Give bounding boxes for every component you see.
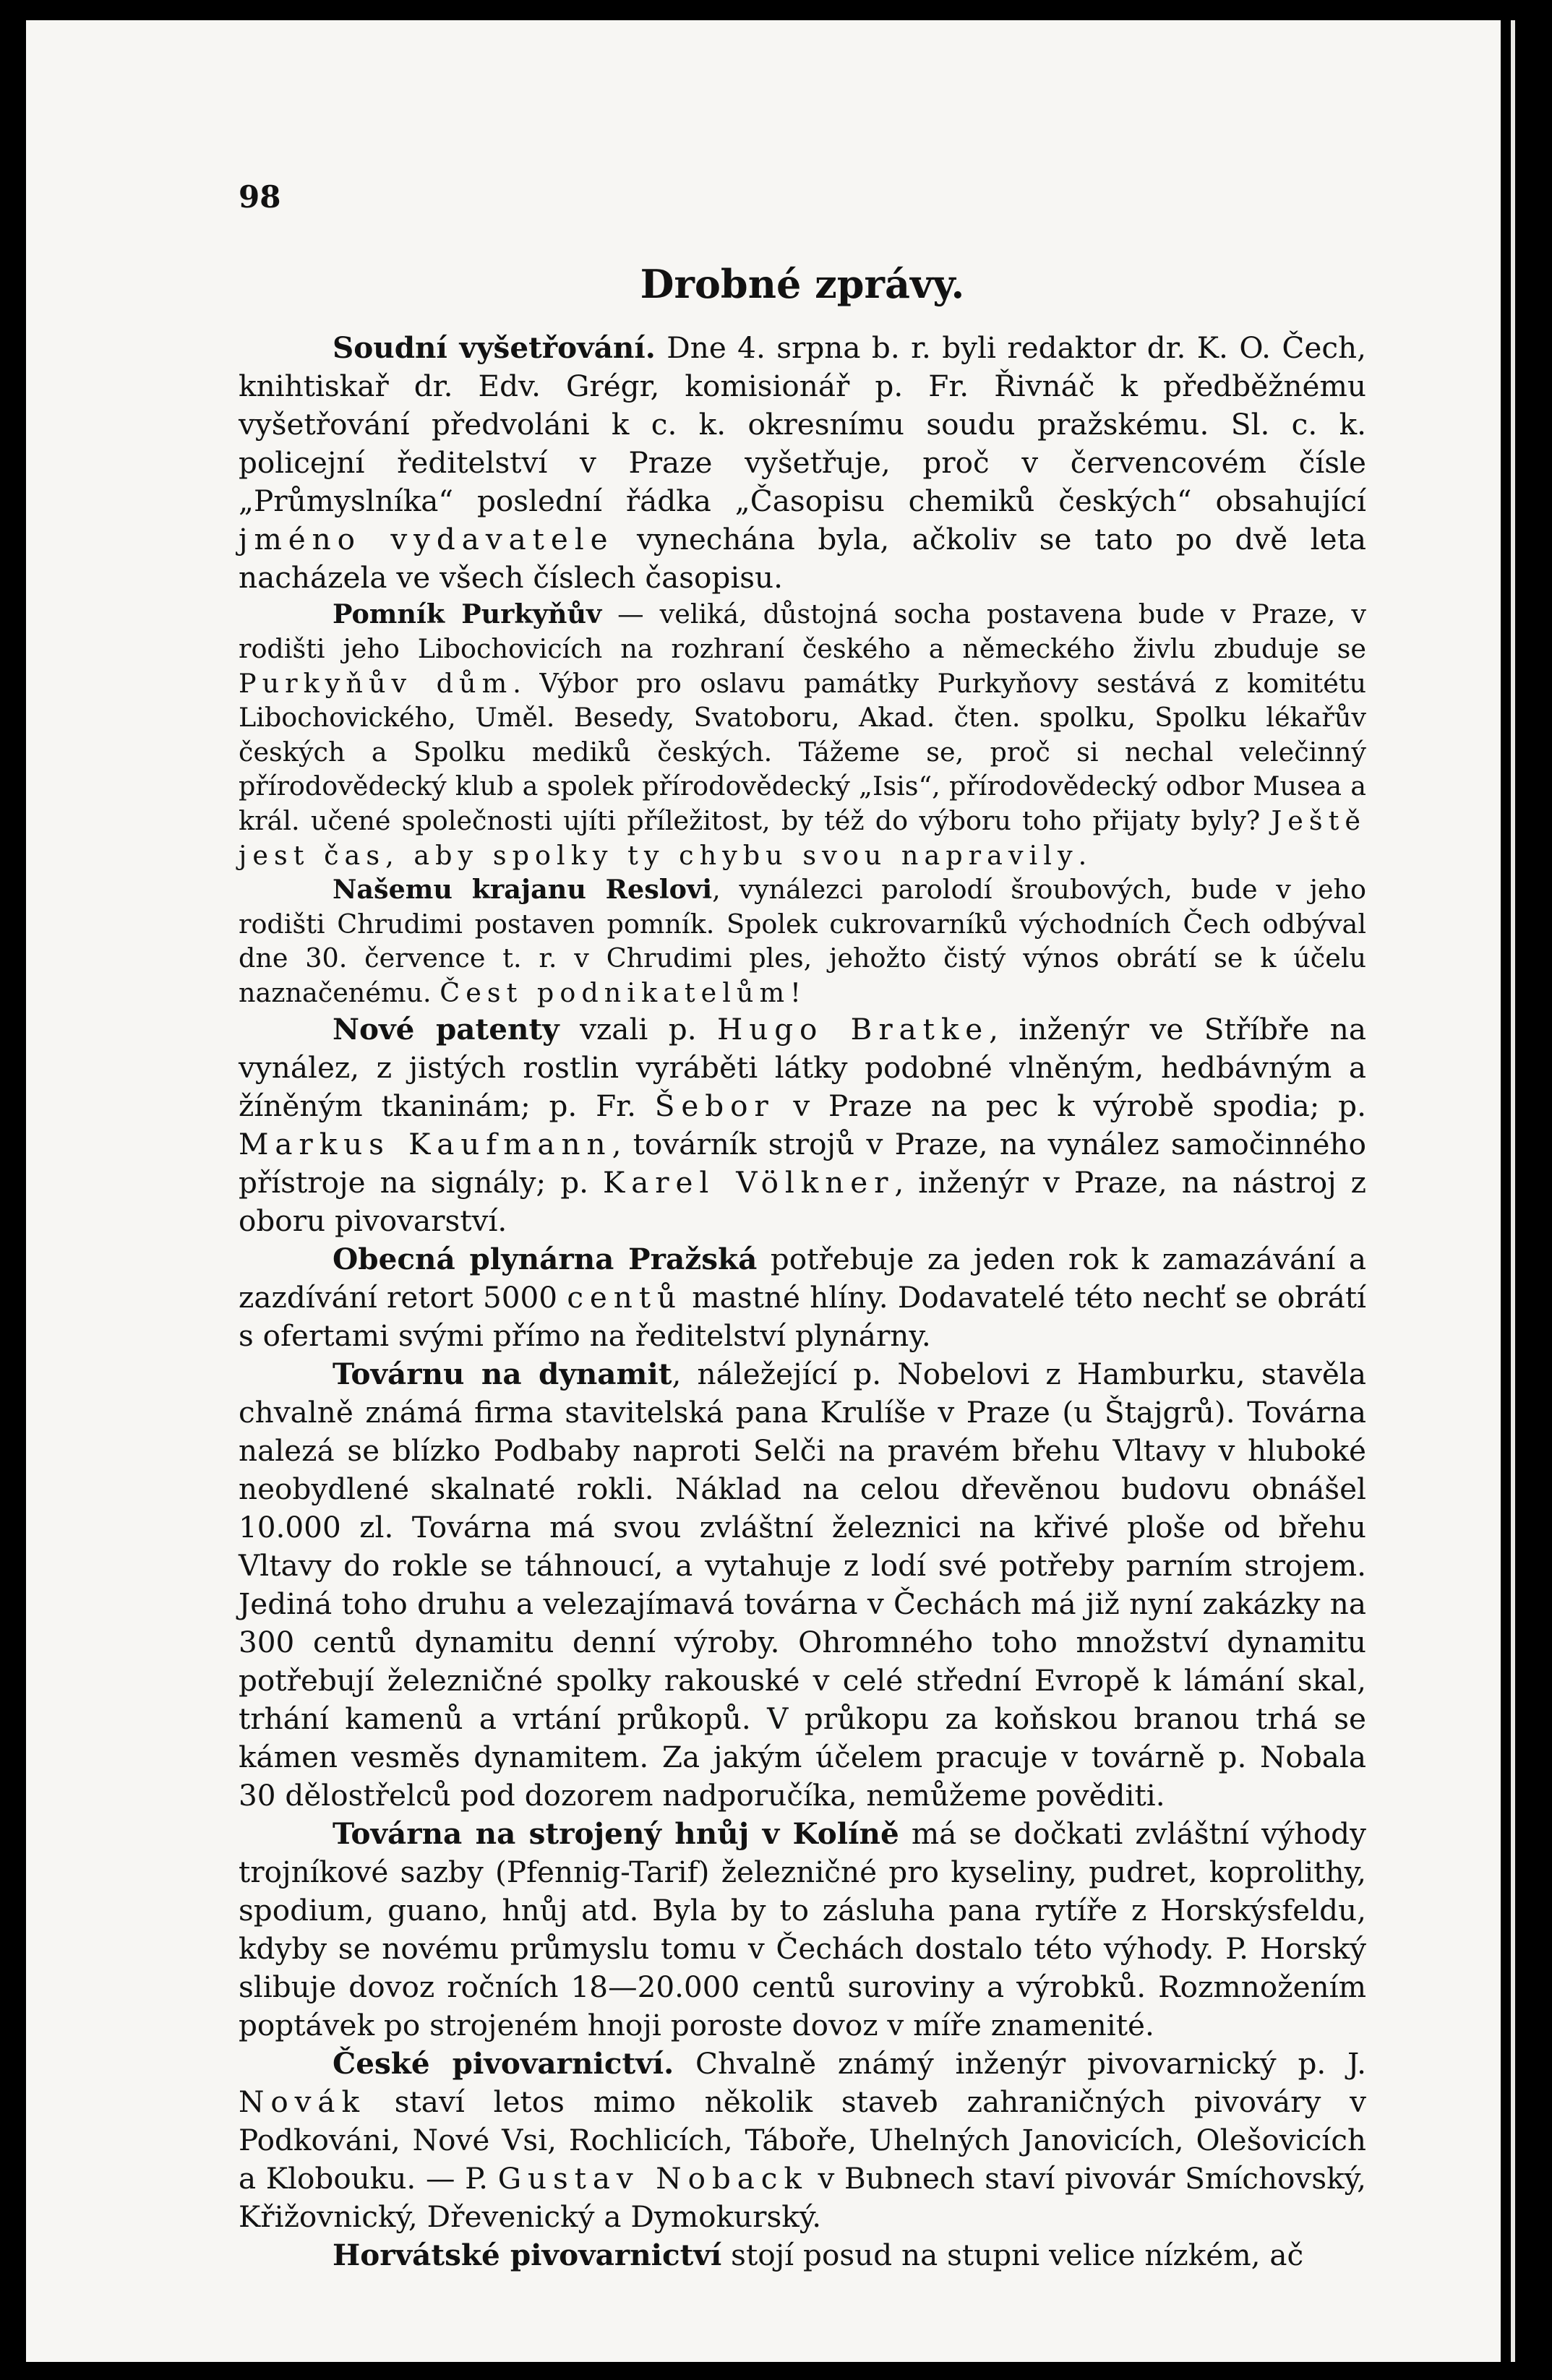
- spaced-emphasis: centů: [567, 1279, 682, 1315]
- spaced-emphasis: Čest podnikatelům: [440, 976, 791, 1008]
- spaced-emphasis: Karel Völkner: [603, 1164, 895, 1200]
- item-lead: České pivovarnictví.: [333, 2045, 674, 2081]
- item-text: — veliká, důstojná socha postavena bude v Praze, v rodišti jeho Libochovicích na rozhraní českého a německého živlu zbuduje se: [239, 598, 1366, 664]
- spaced-emphasis: Purkyňův dům: [239, 667, 513, 699]
- item-lead: Nové patenty: [333, 1011, 560, 1047]
- item-text: vzali p.: [559, 1011, 717, 1047]
- spaced-emphasis: jméno vydavatele: [239, 522, 614, 557]
- item-text: , vynálezci parolodí šroubových, bude v jeho rodišti Chrudimi postaven pomník. Spolek cukrovarníků východních Čech odbýval dne 30. července t. r. v Chrudimi ples, jehožto čistý výnos obrátí se k účelu naznačenému.: [239, 874, 1366, 1008]
- spaced-emphasis: Ještě jest čas, aby spolky ty chybu svou napravily: [239, 804, 1366, 871]
- item-lead: Pomník Purkyňův: [333, 598, 602, 630]
- spaced-emphasis: Markus Kaufmann: [239, 1126, 612, 1161]
- spaced-emphasis: Gustav Noback: [497, 2160, 808, 2196]
- item-text: staví letos mimo několik staveb zahraničných pivováry v Podkováni, Nové Vsi, Rochlicích, Táboře, Uhelných Janovicích, Olešovicích a Klobouku. — P.: [239, 2084, 1366, 2196]
- spaced-emphasis: Šebor: [654, 1088, 775, 1123]
- news-item: [239, 2236, 1366, 2274]
- item-lead: Továrna na strojený hnůj v Kolíně: [333, 1816, 899, 1851]
- news-item: [239, 329, 1366, 597]
- item-text: v Praze na pec k výrobě spodia; p.: [774, 1088, 1366, 1123]
- news-item: [239, 1240, 1366, 1355]
- item-text: mastné hlíny. Dodavatelé této nechť se obrátí s ofertami svými přímo na ředitelství plynárny.: [239, 1279, 1366, 1353]
- news-item: [239, 597, 1366, 872]
- news-items: [239, 329, 1366, 2274]
- news-item: [239, 1815, 1366, 2045]
- item-text: Chvalně známý inženýr pivovarnický p. J.: [674, 2045, 1367, 2081]
- section-heading: Drobné zprávy.: [640, 261, 965, 307]
- item-text: , inženýr ve Stříbře na vynález, z jistých rostlin vyráběti látky podobné vlněným, hedbávným a žíněným tkaninám; p. Fr.: [239, 1011, 1366, 1123]
- item-text: v Bubnech staví pivovár Smíchovský, Křižovnický, Dřevenický a Dymokurský.: [239, 2160, 1367, 2234]
- item-text: Dne 4. srpna b. r. byli redaktor dr. K. O. Čech, knihtiskař dr. Edv. Grégr, komisionář p. Fr. Řivnáč k předběžnému vyšetřování předvoláni k c. k. okresnímu soudu pražskému. Sl. c. k. policejní ředitelství v Praze vyšetřuje, proč v červencovém čísle „Průmyslníka“ poslední řádka „Časopisu chemiků českých“ obsahující: [239, 330, 1367, 519]
- item-text: stojí posud na stupni velice nízkém, ač: [721, 2237, 1304, 2272]
- text-column: [239, 179, 1367, 2274]
- spaced-emphasis: Hugo Bratke: [716, 1011, 990, 1047]
- news-item: [239, 1010, 1366, 1240]
- item-text: . Výbor pro oslavu památky Purkyňovy sestává z komitétu Libochovického, Uměl. Besedy, Svatoboru, Akad. čten. spolku, Spolku lékařův českých a Spolku mediků českých. Tážeme se, proč si nechal velečinný přírodovědecký klub a spolek přírodovědecký „Isis“, přírodovědecký odbor Musea a král. učené společnosti ujíti příležitost, by též do výboru toho přijaty byly?: [239, 667, 1366, 836]
- item-text: !: [790, 976, 801, 1008]
- item-text: .: [1078, 839, 1087, 871]
- item-text: potřebuje za jeden rok k zamazávání a zazdívání retort 5000: [239, 1241, 1366, 1315]
- news-item: [239, 872, 1366, 1010]
- item-text: , továrník strojů v Praze, na vynález samočinného přístroje na signály; p.: [239, 1126, 1366, 1200]
- item-lead: Obecná plynárna Pražská: [333, 1241, 758, 1276]
- item-text: , náležející p. Nobelovi z Hamburku, stavěla chvalně známá firma stavitelská pana Krulíše v Praze (u Štajgrů). Továrna nalezá se blízko Podbaby naproti Selči na pravém břehu Vltavy v hluboké neobydlené skalnaté rokli. Náklad na celou dřevěnou budovu obnášel 10.000 zl. Továrna má svou zvláštní železnici na křivé ploše od břehu Vltavy do rokle se táhnoucí, a vytahuje z lodí své potřeby parním strojem. Jediná toho druhu a velezajímavá továrna v Čechách má již nyní zakázky na 300 centů dynamitu denní výroby. Ohromného toho množství dynamitu potřebují železničné spolky rakouské v celé střední Evropě k lámání skal, trhání kamenů a vrtání průkopů. V průkopu za koňskou branou trhá se kámen vesměs dynamitem. Za jakým účelem pracuje v továrně p. Nobala 30 dělostřelců pod dozorem nadporučíka, nemůžeme pověditi.: [239, 1356, 1366, 1813]
- item-lead: Horvátské pivovarnictví: [333, 2237, 722, 2272]
- item-text: , inženýr v Praze, na nástroj z oboru pivovarství.: [239, 1164, 1366, 1238]
- news-item: [239, 1355, 1366, 1815]
- item-lead: Soudní vyšetřování.: [333, 330, 656, 366]
- page-edge-rule: [1511, 20, 1515, 2362]
- item-lead: Továrnu na dynamit: [333, 1356, 672, 1391]
- item-text: má se dočkati zvláštní výhody trojníkové sazby (Pfennig-Tarif) železničné pro kyseliny, pudret, koprolithy, spodium, guano, hnůj atd. Byla by to zásluha pana rytíře z Horskýsfeldu, kdyby se novému průmyslu tomu v Čechách dostalo této výhody. P. Horský slibuje dovoz ročních 18—20.000 centů suroviny a výrobků. Rozmnožením poptávek po strojeném hnoji poroste dovoz v míře znamenité.: [239, 1816, 1366, 2042]
- news-item: [239, 2045, 1366, 2236]
- page-number: 98: [239, 179, 281, 215]
- item-lead: Našemu krajanu Reslovi: [333, 874, 713, 906]
- spaced-emphasis: Novák: [239, 2084, 366, 2119]
- item-text: vynechána byla, ačkoliv se tato po dvě leta nacházela ve všech číslech časopisu.: [239, 522, 1366, 596]
